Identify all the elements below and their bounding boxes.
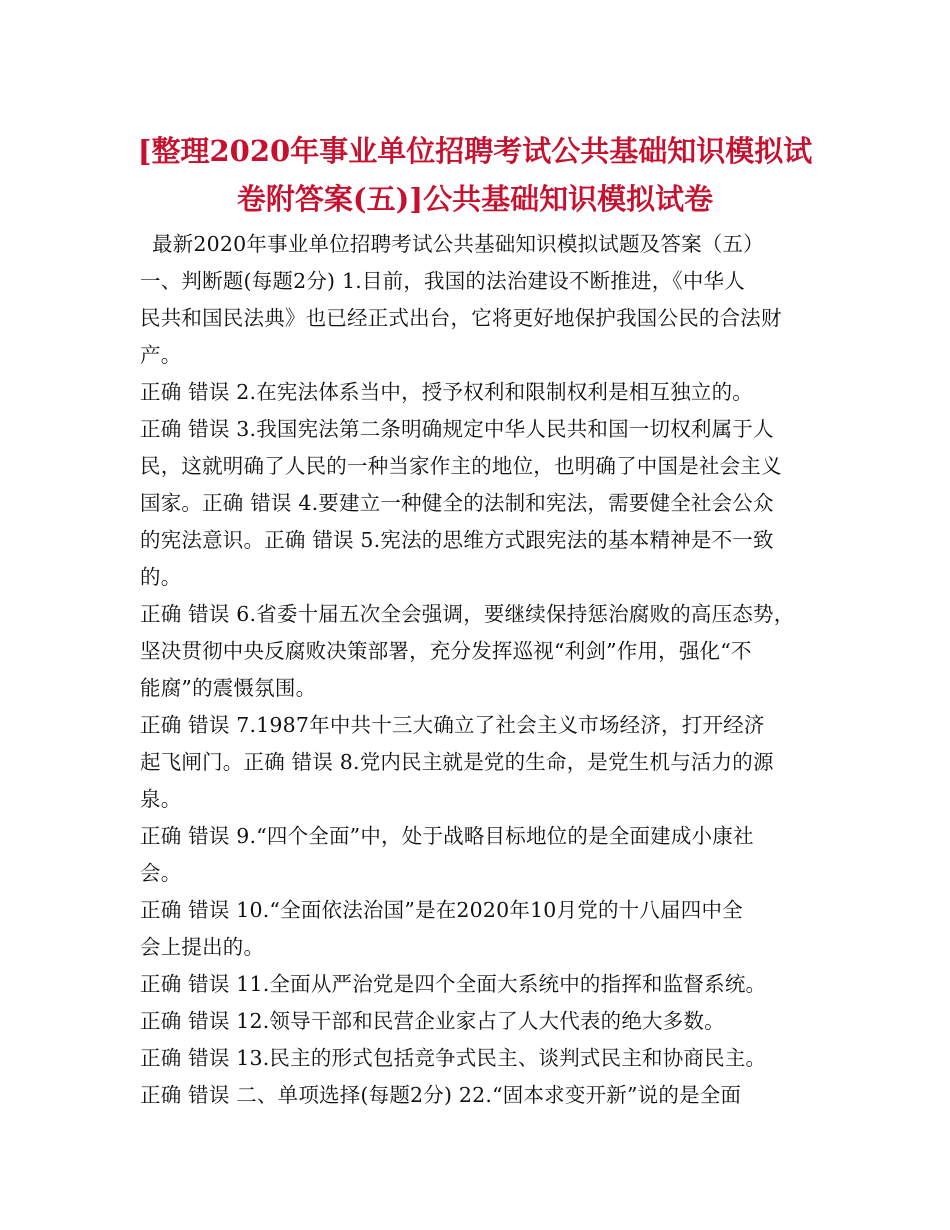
body-line: 正确 错误 11.全面从严治党是四个全面大系统中的指挥和监督系统。 (140, 972, 767, 996)
body-line: 正确 错误 7.1987年中共十三大确立了社会主义市场经济，打开经济 (140, 713, 765, 737)
body-line: 能腐”的震慑氛围。 (140, 676, 317, 700)
body-line: 民，这就明确了人民的一种当家作主的地位，也明确了中国是社会主义 (140, 454, 782, 478)
body-line: 最新2020年事业单位招聘考试公共基础知识模拟试题及答案（五） (152, 232, 764, 256)
body-line: 民共和国民法典》也已经正式出台，它将更好地保护我国公民的合法财 (140, 306, 782, 330)
document-body (140, 226, 820, 1114)
body-line: 泉。 (140, 787, 182, 811)
body-line: 正确 错误 10.“全面依法治国”是在2020年10月党的十八届四中全 (140, 898, 743, 922)
document-title-line-1: [整理2020年事业单位招聘考试公共基础知识模拟试 (137, 134, 813, 168)
body-line: 正确 错误 9.“四个全面”中，处于战略目标地位的是全面建成小康社 (140, 824, 754, 848)
body-line: 产。 (140, 343, 182, 367)
document-title-line-2: 卷附答案(五)]公共基础知识模拟试卷 (236, 182, 714, 216)
body-line: 的宪法意识。正确 错误 5.宪法的思维方式跟宪法的基本精神是不一致 (140, 528, 774, 552)
body-line: 正确 错误 12.领导干部和民营企业家占了人大代表的绝大多数。 (140, 1009, 725, 1033)
body-line: 国家。正确 错误 4.要建立一种健全的法制和宪法，需要健全社会公众 (140, 491, 774, 515)
body-line: 会上提出的。 (140, 935, 265, 959)
body-line: 的。 (140, 565, 182, 589)
body-line: 一、判断题(每题2分) 1.目前，我国的法治建设不断推进，《中华人 (140, 269, 745, 293)
body-line: 会。 (140, 861, 182, 885)
body-line: 正确 错误 3.我国宪法第二条明确规定中华人民共和国一切权利属于人 (140, 417, 774, 441)
body-line: 起飞闸门。正确 错误 8.党内民主就是党的生命，是党生机与活力的源 (140, 750, 774, 774)
body-line: 正确 错误 13.民主的形式包括竞争式民主、谈判式民主和协商民主。 (140, 1046, 767, 1070)
body-line: 正确 错误 6.省委十届五次全会强调，要继续保持惩治腐败的高压态势， (140, 602, 795, 626)
body-line: 正确 错误 二、单项选择(每题2分) 22.“固本求变开新”说的是全面 (140, 1083, 742, 1107)
body-line: 坚决贯彻中央反腐败决策部署，充分发挥巡视“利剑”作用，强化“不 (140, 639, 752, 663)
body-line: 正确 错误 2.在宪法体系当中，授予权利和限制权利是相互独立的。 (140, 380, 753, 404)
